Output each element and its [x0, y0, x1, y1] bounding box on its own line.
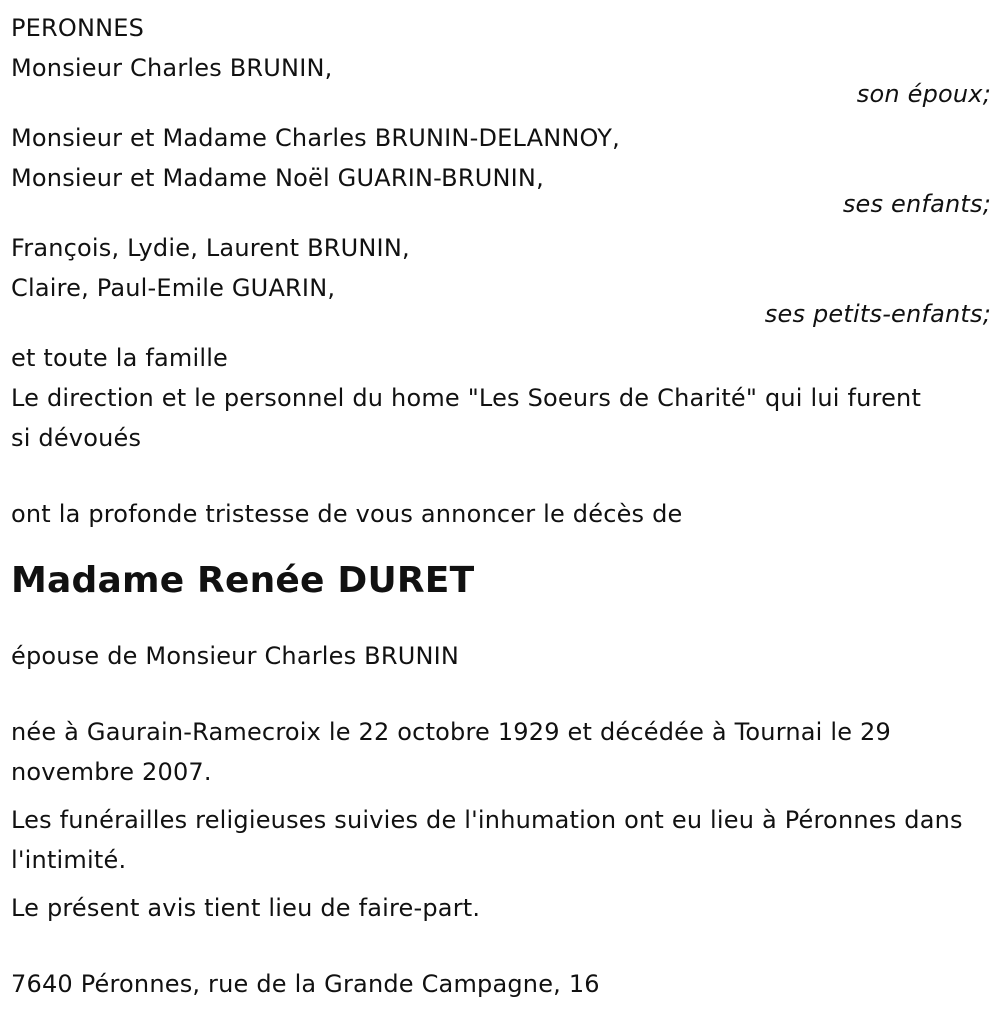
family-name-line: Monsieur Charles BRUNIN,: [11, 54, 333, 82]
spouse-line: épouse de Monsieur Charles BRUNIN: [11, 642, 460, 670]
notice-line: Le présent avis tient lieu de faire-part.: [11, 894, 481, 922]
family-group-grandchildren: [11, 228, 991, 332]
funeral-line: Les funérailles religieuses suivies de l'inhumation ont eu lieu à Péronnes dans l'intimité.: [11, 806, 963, 874]
family-group-spouse: [11, 48, 991, 112]
announcement-line: ont la profonde tristesse de vous annoncer le décès de: [11, 500, 683, 528]
relationship-label: ses petits-enfants;: [764, 300, 991, 328]
care-home-staff-line: Le direction et le personnel du home "Les Soeurs de Charité" qui lui furent si dévoués: [11, 384, 922, 452]
family-group-children: [11, 118, 991, 222]
deceased-name: Madame Renée DURET: [11, 560, 475, 601]
address-line: 7640 Péronnes, rue de la Grande Campagne, 16: [11, 970, 600, 998]
birth-death-line: née à Gaurain-Ramecroix le 22 octobre 1929 et décédée à Tournai le 29 novembre 2007.: [11, 718, 891, 786]
relationship-label: ses enfants;: [842, 190, 991, 218]
obituary-notice: [11, 8, 991, 1004]
family-name-line: Claire, Paul-Emile GUARIN,: [11, 274, 336, 302]
family-name-line: François, Lydie, Laurent BRUNIN,: [11, 234, 410, 262]
family-name-line: Monsieur et Madame Charles BRUNIN-DELANNOY,: [11, 124, 620, 152]
whole-family-line: et toute la famille: [11, 344, 229, 372]
family-name-line: Monsieur et Madame Noël GUARIN-BRUNIN,: [11, 164, 544, 192]
place-heading: PERONNES: [11, 14, 145, 42]
relationship-label: son époux;: [856, 80, 991, 108]
